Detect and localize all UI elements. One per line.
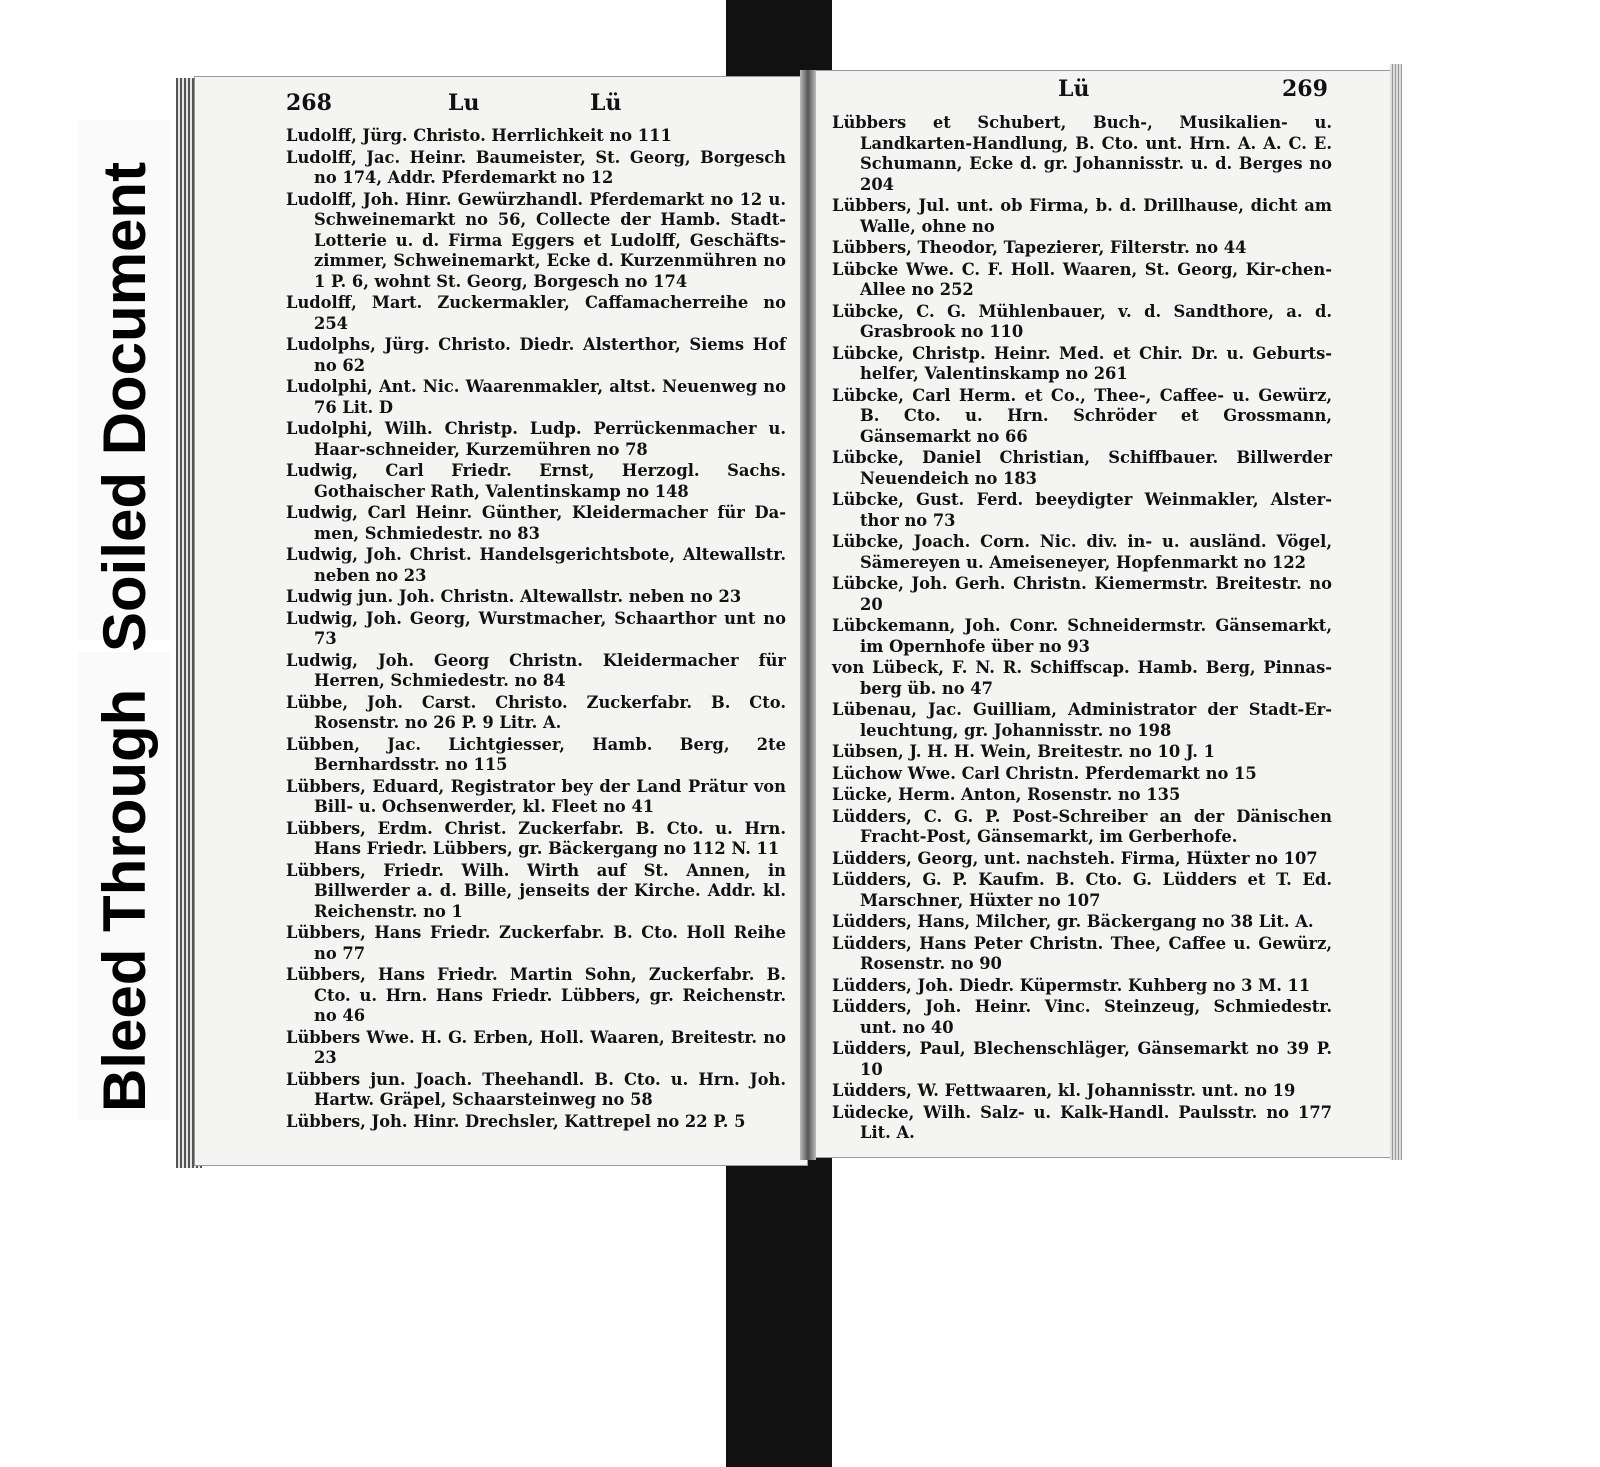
- directory-entry: Lüdders, Joh. Diedr. Küpermstr. Kuhberg no 3 M. 11: [832, 975, 1311, 995]
- directory-entry: Lübbers et Schubert, Buch-, Musikalien- u. Landkarten-Handlung, B. Cto. unt. Hrn. A. A. C. E. Schumann, Ecke d. gr. Johannisstr. u. d. Berges no 204: [832, 113, 1332, 194]
- directory-entry: Lübben, Jac. Lichtgiesser, Hamb. Berg, 2te Bernhardsstr. no 115: [286, 734, 786, 774]
- directory-entry: Lübenau, Jac. Guilliam, Administrator der Stadt-Er-leuchtung, gr. Johannisstr. no 198: [832, 700, 1332, 740]
- directory-entry: Lüdders, C. G. P. Post-Schreiber an der Dänischen Fracht-Post, Gänsemarkt, im Gerberhofe.: [832, 806, 1332, 846]
- directory-entry: Ludwig, Carl Friedr. Ernst, Herzogl. Sachs. Gothaischer Rath, Valentinskamp no 148: [286, 461, 786, 501]
- directory-entry: Ludwig, Joh. Georg Christn. Kleidermacher für Herren, Schmiedestr. no 84: [286, 650, 786, 690]
- directory-entry: Lübcke, Daniel Christian, Schiffbauer. Billwerder Neuendeich no 183: [832, 448, 1332, 488]
- directory-entry: Lüdders, Hans Peter Christn. Thee, Caffee u. Gewürz, Rosenstr. no 90: [832, 933, 1332, 973]
- directory-entry: Lüdders, Hans, Milcher, gr. Bäckergang no 38 Lit. A.: [832, 912, 1314, 931]
- directory-entry: Lübbers Wwe. H. G. Erben, Holl. Waaren, Breitestr. no 23: [286, 1027, 786, 1067]
- directory-entry: Lübbers, Theodor, Tapezierer, Filterstr. no 44: [832, 238, 1247, 257]
- right-page-edges: [1390, 64, 1402, 1160]
- directory-entry: Lübcke Wwe. C. F. Holl. Waaren, St. Georg, Kir-chen-Allee no 252: [832, 259, 1332, 299]
- directory-entry: Lübcke, Gust. Ferd. beeydigter Weinmakler, Alster-thor no 73: [832, 490, 1332, 530]
- directory-entry: Ludolphi, Ant. Nic. Waarenmakler, altst. Neuenweg no 76 Lit. D: [286, 377, 786, 417]
- directory-entry: Lübcke, Joach. Corn. Nic. div. in- u. ausländ. Vögel, Sämereyen u. Ameiseneyer, Hopfenmarkt no 122: [832, 532, 1332, 572]
- directory-entry: Lübcke, Christp. Heinr. Med. et Chir. Dr. u. Geburts-helfer, Valentinskamp no 261: [832, 343, 1332, 383]
- stamp-soiled-document: Soiled Document: [91, 161, 158, 652]
- directory-entry: Lübbers, Eduard, Registrator bey der Land Prätur von Bill- u. Ochsenwerder, kl. Fleet no 41: [286, 776, 786, 816]
- directory-entry: Lübbers, Joh. Hinr. Drechsler, Kattrepel no 22 P. 5: [286, 1111, 746, 1131]
- directory-entry: Lüdders, Georg, unt. nachsteh. Firma, Hüxter no 107: [832, 848, 1318, 868]
- directory-entry: Lübbers, Erdm. Christ. Zuckerfabr. B. Cto. u. Hrn. Hans Friedr. Lübbers, gr. Bäckergang no 112 N. 11: [286, 818, 786, 858]
- directory-entry: Ludolphs, Jürg. Christo. Diedr. Alsterthor, Siems Hof no 62: [286, 335, 786, 375]
- directory-entry: Ludolff, Jürg. Christo. Herrlichkeit no 111: [286, 126, 672, 145]
- directory-entry: Ludolff, Joh. Hinr. Gewürzhandl. Pferdemarkt no 12 u. Schweinemarkt no 56, Collecte der Hamb. Stadt-Lotterie u. d. Firma Eggers et Ludolff, Geschäfts-zimmer, Schweinemarkt, Ecke d. Kurzenmühren no 1 P. 6, wohnt St. Georg, Borgesch no 174: [286, 189, 786, 291]
- stamp-bleed-through: Bleed Through: [91, 688, 158, 1112]
- directory-entry: Lüdders, Paul, Blechenschläger, Gänsemarkt no 39 P. 10: [832, 1039, 1332, 1079]
- directory-entry: von Lübeck, F. N. R. Schiffscap. Hamb. Berg, Pinnas-berg üb. no 47: [832, 658, 1332, 698]
- right-directory-list: [832, 113, 1332, 1145]
- right-running-head: Lü: [1058, 76, 1090, 102]
- left-running-head-lu: Lu: [448, 90, 480, 116]
- directory-entry: Lüdecke, Wilh. Salz- u. Kalk-Handl. Paulsstr. no 177 Lit. A.: [832, 1102, 1332, 1142]
- directory-entry: Lübcke, Joh. Gerh. Christn. Kiemermstr. Breitestr. no 20: [832, 574, 1332, 614]
- directory-entry: Lübbers, Hans Friedr. Zuckerfabr. B. Cto. Holl Reihe no 77: [286, 923, 786, 963]
- directory-entry: Lübsen, J. H. H. Wein, Breitestr. no 10 J. 1: [832, 742, 1215, 761]
- binding-band-bottom: [726, 1140, 832, 1467]
- right-page-number: 269: [1282, 76, 1328, 102]
- directory-entry: Lübcke, Carl Herm. et Co., Thee-, Caffee- u. Gewürz, B. Cto. u. Hrn. Schröder et Grossmann, Gänsemarkt no 66: [832, 385, 1332, 446]
- directory-entry: Lübckemann, Joh. Conr. Schneidermstr. Gänsemarkt, im Opernhofe über no 93: [832, 616, 1332, 656]
- directory-entry: Lübbers jun. Joach. Theehandl. B. Cto. u. Hrn. Joh. Hartw. Gräpel, Schaarsteinweg no 58: [286, 1069, 786, 1109]
- directory-entry: Ludolff, Jac. Heinr. Baumeister, St. Georg, Borgesch no 174, Addr. Pferdemarkt no 12: [286, 147, 786, 187]
- directory-entry: Lüdders, W. Fettwaaren, kl. Johannisstr. unt. no 19: [832, 1081, 1296, 1100]
- book-gutter: [800, 70, 816, 1160]
- directory-entry: Ludolphi, Wilh. Christp. Ludp. Perrückenmacher u. Haar-schneider, Kurzemühren no 78: [286, 419, 786, 459]
- directory-entry: Lübbe, Joh. Carst. Christo. Zuckerfabr. B. Cto. Rosenstr. no 26 P. 9 Litr. A.: [286, 692, 786, 732]
- left-directory-list: [286, 126, 786, 1133]
- left-running-head-lue: Lü: [590, 90, 622, 116]
- directory-entry: Lüchow Wwe. Carl Christn. Pferdemarkt no 15: [832, 763, 1257, 783]
- directory-entry: Lübbers, Jul. unt. ob Firma, b. d. Drillhause, dicht am Walle, ohne no: [832, 196, 1332, 236]
- directory-entry: Ludolff, Mart. Zuckermakler, Caffamacherreihe no 254: [286, 293, 786, 333]
- directory-entry: Ludwig, Joh. Georg, Wurstmacher, Schaarthor unt no 73: [286, 608, 786, 648]
- directory-entry: Lücke, Herm. Anton, Rosenstr. no 135: [832, 785, 1181, 804]
- directory-entry: Lübbers, Hans Friedr. Martin Sohn, Zuckerfabr. B. Cto. u. Hrn. Hans Friedr. Lübbers, gr. Reichenstr. no 46: [286, 965, 786, 1025]
- directory-entry: Lübbers, Friedr. Wilh. Wirth auf St. Annen, in Billwerder a. d. Bille, jenseits der Kirche. Addr. kl. Reichenstr. no 1: [286, 860, 786, 921]
- directory-entry: Lübcke, C. G. Mühlenbauer, v. d. Sandthore, a. d. Grasbrook no 110: [832, 301, 1332, 341]
- directory-entry: Ludwig jun. Joh. Christn. Altewallstr. neben no 23: [286, 587, 742, 606]
- directory-entry: Ludwig, Carl Heinr. Günther, Kleidermacher für Da-men, Schmiedestr. no 83: [286, 503, 786, 543]
- directory-entry: Ludwig, Joh. Christ. Handelsgerichtsbote, Altewallstr. neben no 23: [286, 545, 786, 585]
- directory-entry: Lüdders, Joh. Heinr. Vinc. Steinzeug, Schmiedestr. unt. no 40: [832, 997, 1332, 1037]
- directory-entry: Lüdders, G. P. Kaufm. B. Cto. G. Lüdders et T. Ed. Marschner, Hüxter no 107: [832, 870, 1332, 910]
- left-page-number: 268: [286, 90, 332, 116]
